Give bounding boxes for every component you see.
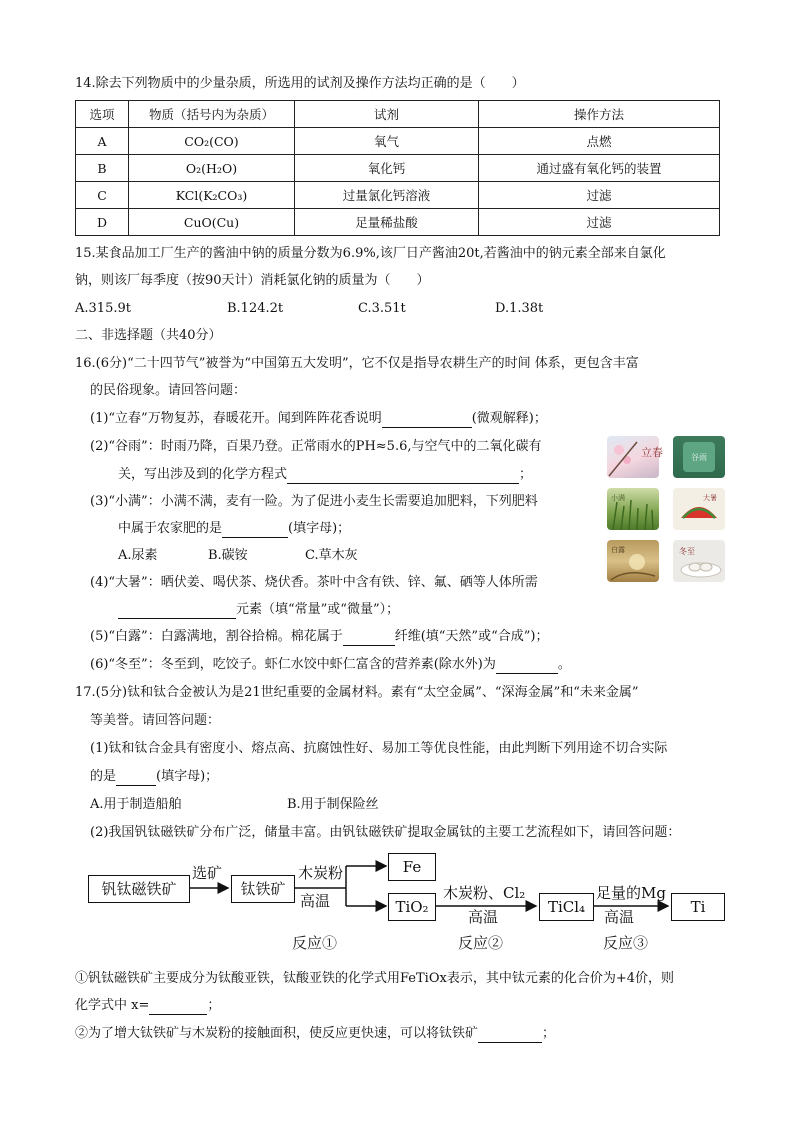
q16-line2: 的民俗现象。请回答问题： <box>90 383 247 398</box>
q16-part4b-end: 元素（填“常量”或“微量”）； <box>236 602 400 617</box>
table-cell: B <box>76 155 129 182</box>
q16-part5 <box>90 628 548 646</box>
q15-option-d: D.1.38t <box>495 301 544 316</box>
q16-part5-text: (5)“白露”：白露满地，割谷拾棉。棉花属于 <box>90 629 343 644</box>
q16-part4a: (4)“大暑”：晒伏姜、喝伏茶、烧伏香。茶叶中含有铁、锌、氟、硒等人体所需 <box>90 575 538 590</box>
table-cell: 氧气 <box>295 128 479 155</box>
answer-blank[interactable] <box>222 523 288 538</box>
q17-line2: 等美誉。请回答问题： <box>90 713 221 728</box>
q17-sub1b <box>75 997 220 1015</box>
titanium-process-flow <box>88 848 738 958</box>
q17-part1b-text: 的是 <box>90 769 117 784</box>
q14-table <box>75 100 720 236</box>
q16-part2b <box>118 466 532 484</box>
q17-part1-option-a: A.用于制造船舶 <box>90 797 182 812</box>
header-cell: 试剂 <box>295 101 479 128</box>
flow-box-tio2: TiO₂ <box>388 893 436 921</box>
q16-part6-end: 。 <box>557 657 571 672</box>
flow-box-ore: 钒钛磁铁矿 <box>88 875 190 903</box>
q16-part3-option-a: A.尿素 <box>118 548 158 563</box>
table-row <box>76 209 720 236</box>
bailu-picture <box>607 540 659 582</box>
xiaoman-picture <box>607 488 659 530</box>
q16-part3-option-c: C.草木灰 <box>305 548 358 563</box>
q17-sub1b-text: 化学式中 x= <box>75 998 150 1013</box>
q15-option-c: C.3.51t <box>358 301 406 316</box>
dongzhi-picture <box>673 540 725 582</box>
q16-part2b-end: ； <box>519 467 533 482</box>
table-row <box>76 182 720 209</box>
q17-line1: 17.(5分)钛和钛合金被认为是21世纪重要的金属材料。素有“太空金属”、“深海金属”和“未来金属” <box>75 685 639 700</box>
answer-blank[interactable] <box>496 659 558 674</box>
bailu-label: 白露 <box>611 546 625 554</box>
q15-option-b: B.124.2t <box>227 301 284 316</box>
answer-blank[interactable] <box>116 771 156 786</box>
guyu-label: 谷雨 <box>691 453 707 462</box>
guyu-picture <box>673 436 725 478</box>
table-cell: 通过盛有氧化钙的装置 <box>479 155 720 182</box>
flow-box-ilmenite: 钛铁矿 <box>231 875 295 903</box>
table-cell: 点燃 <box>479 128 720 155</box>
q17-sub2-text: ②为了增大钛铁矿与木炭粉的接触面积，使反应更快速，可以将钛铁矿 <box>75 1026 479 1041</box>
q17-sub1a: ①钒钛磁铁矿主要成分为钛酸亚铁，钛酸亚铁的化学式用FeTiOx表示，其中钛元素的化合价为+4价，则 <box>75 971 674 986</box>
table-row <box>76 128 720 155</box>
flow-label-high-temp-2: 高温 <box>468 908 499 926</box>
q17-part2: (2)我国钒钛磁铁矿分布广泛，储量丰富。由钒钛磁铁矿提取金属钛的主要工艺流程如下，请回答问题： <box>90 825 681 840</box>
q17-part1b-end: (填字母)； <box>156 769 219 784</box>
flow-label-reaction-3: 反应③ <box>603 934 649 952</box>
q17-sub1b-end: ； <box>207 998 221 1013</box>
lichun-label: 立春 <box>641 446 663 459</box>
q14-stem: 14.除去下列物质中的少量杂质，所选用的试剂及操作方法均正确的是（ ） <box>75 76 525 91</box>
table-cell: 氧化钙 <box>295 155 479 182</box>
answer-blank[interactable] <box>343 631 395 646</box>
q16-part2b-text: 关，写出涉及到的化学方程式 <box>118 467 288 482</box>
flow-box-fe: Fe <box>388 853 436 881</box>
q16-part1-text: (1)“立春”万物复苏，春暖花开。闻到阵阵花香说明 <box>90 411 382 426</box>
q16-part3b-end: (填字母)； <box>288 521 351 536</box>
dashu-label: 大暑 <box>703 494 717 502</box>
table-row <box>76 155 720 182</box>
q17-part1-option-b: B.用于制保险丝 <box>287 797 379 812</box>
q15-line1: 15.某食品加工厂生产的酱油中钠的质量分数为6.9%,该厂日产酱油20t,若酱油中的钠元素全部来自氯化 <box>75 246 666 261</box>
table-cell: CO₂(CO) <box>129 128 295 155</box>
flow-box-ticl4: TiCl₄ <box>539 893 594 921</box>
q17-part1b <box>90 768 218 786</box>
header-cell: 物质（括号内为杂质） <box>129 101 295 128</box>
table-cell: 过滤 <box>479 182 720 209</box>
q16-part3-option-b: B.碳铵 <box>208 548 248 563</box>
answer-blank[interactable] <box>478 1028 542 1043</box>
header-cell: 选项 <box>76 101 129 128</box>
flow-box-ti: Ti <box>671 893 725 921</box>
answer-blank[interactable] <box>287 469 519 484</box>
flow-label-high-temp-1: 高温 <box>300 892 331 910</box>
lichun-picture <box>607 436 663 478</box>
q16-part6-text: (6)“冬至”：冬至到，吃饺子。虾仁水饺中虾仁富含的营养素(除水外)为 <box>90 657 496 672</box>
answer-blank[interactable] <box>149 1000 207 1015</box>
q17-sub2-end: ； <box>542 1026 556 1041</box>
xiaoman-label: 小满 <box>611 494 625 502</box>
answer-blank[interactable] <box>118 604 236 619</box>
table-cell: O₂(H₂O) <box>129 155 295 182</box>
q15-line2: 钠，则该厂每季度（按90天计）消耗氯化钠的质量为（ ） <box>75 273 430 288</box>
table-cell: C <box>76 182 129 209</box>
q16-part6 <box>90 656 571 674</box>
dashu-picture <box>673 488 725 530</box>
q16-part4b <box>118 601 399 619</box>
table-cell: 过量氯化钙溶液 <box>295 182 479 209</box>
q16-line1: 16.(6分)“二十四节气”被誉为“中国第五大发明”，它不仅是指导农耕生产的时间 体系，更包含丰富 <box>75 356 639 371</box>
flow-label-beneficiation: 选矿 <box>192 864 223 882</box>
q16-part1 <box>90 410 547 428</box>
table-cell: D <box>76 209 129 236</box>
q16-part3b-text: 中属于农家肥的是 <box>118 521 223 536</box>
flow-label-reaction-1: 反应① <box>292 934 338 952</box>
flow-label-excess-mg: 足量的Mg <box>596 884 666 902</box>
flow-label-high-temp-3: 高温 <box>604 908 635 926</box>
header-cell: 操作方法 <box>479 101 720 128</box>
q16-part3a: (3)“小满”：小满不满，麦有一险。为了促进小麦生长需要追加肥料，下列肥料 <box>90 494 538 509</box>
flow-label-reaction-2: 反应② <box>458 934 504 952</box>
q16-part3b <box>118 520 350 538</box>
table-cell: KCl(K₂CO₃) <box>129 182 295 209</box>
q16-part5-end: 纤维(填“天然”或“合成”)； <box>394 629 549 644</box>
table-header-row <box>76 101 720 128</box>
section-heading: 二、非选择题（共40分） <box>75 328 222 343</box>
table-cell: CuO(Cu) <box>129 209 295 236</box>
q16-part1-end: (微观解释)； <box>471 411 547 426</box>
q17-part1a: (1)钛和钛合金具有密度小、熔点高、抗腐蚀性好、易加工等优良性能，由此判断下列用途不切合实际 <box>90 741 668 756</box>
table-cell: 足量稀盐酸 <box>295 209 479 236</box>
dongzhi-label: 冬至 <box>679 547 695 556</box>
q17-sub2 <box>75 1025 555 1043</box>
table-cell: A <box>76 128 129 155</box>
flow-label-charcoal: 木炭粉 <box>298 864 344 882</box>
table-cell: 过滤 <box>479 209 720 236</box>
answer-blank[interactable] <box>382 413 472 428</box>
q16-part2a: (2)“谷雨”：时雨乃降，百果乃登。正常雨水的PH≈5.6,与空气中的二氧化碳有 <box>90 439 542 454</box>
q15-option-a: A.315.9t <box>75 301 131 316</box>
flow-label-charcoal-cl2: 木炭粉、Cl₂ <box>443 884 526 902</box>
